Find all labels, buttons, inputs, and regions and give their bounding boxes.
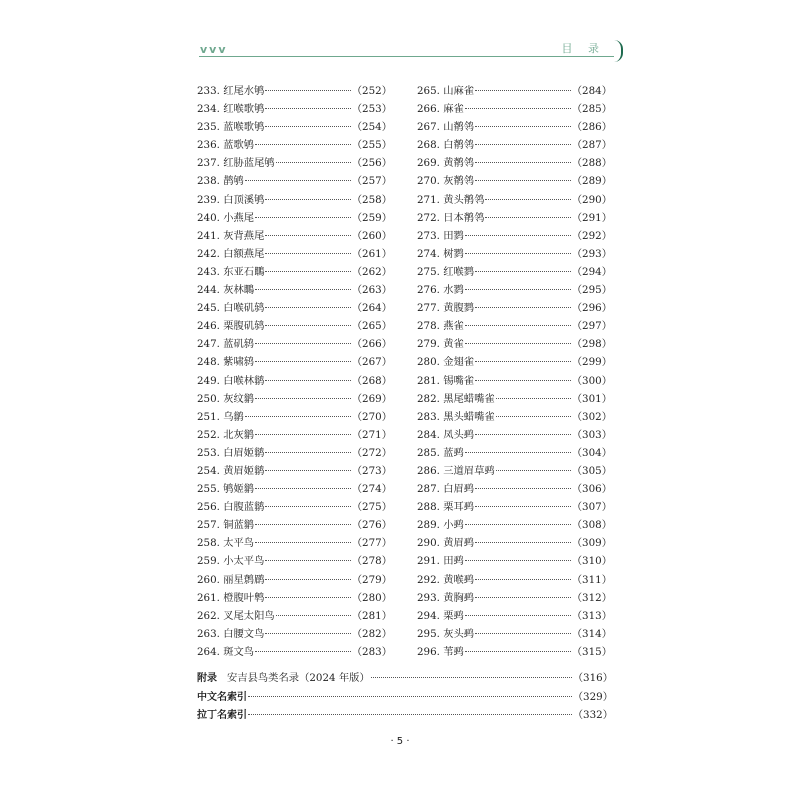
toc-entry[interactable] xyxy=(417,209,612,227)
toc-entry-page: （291） xyxy=(571,211,612,224)
dot-leader xyxy=(465,289,571,290)
toc-entry-page: （300） xyxy=(571,374,612,387)
toc-entry-page: （273） xyxy=(351,464,392,477)
toc-entry-label: 243. 东亚石䳭 xyxy=(197,265,265,278)
toc-entry[interactable] xyxy=(417,643,612,661)
toc-entry-label: 249. 白喉林鹟 xyxy=(197,374,265,387)
toc-entry[interactable] xyxy=(197,245,392,263)
toc-entry-page: （254） xyxy=(351,121,392,134)
toc-entry[interactable] xyxy=(197,462,392,480)
dot-leader xyxy=(475,90,571,91)
toc-entry-label: 295. 灰头鹀 xyxy=(417,627,475,640)
toc-entry-label: 269. 黄鹡鸰 xyxy=(417,157,475,170)
toc-entry[interactable] xyxy=(417,136,612,154)
toc-entry-label: 286. 三道眉草鹀 xyxy=(417,464,495,477)
dot-leader xyxy=(475,162,571,163)
toc-entry[interactable] xyxy=(197,154,392,172)
toc-entry-page: （293） xyxy=(571,247,612,260)
toc-entry-label: 234. 红喉歌鸲 xyxy=(197,103,265,116)
dot-leader xyxy=(248,696,572,697)
toc-entry-page: （256） xyxy=(351,157,392,170)
toc-entry-page: （257） xyxy=(351,175,392,188)
toc-entry-label: 278. 燕雀 xyxy=(417,320,464,333)
toc-entry-page: （268） xyxy=(351,374,392,387)
toc-entry[interactable] xyxy=(197,353,392,371)
dot-leader xyxy=(465,108,571,109)
toc-entry[interactable] xyxy=(197,480,392,498)
toc-entry[interactable] xyxy=(417,263,612,281)
toc-entry-page: （313） xyxy=(571,609,612,622)
dot-leader xyxy=(496,398,571,399)
dot-leader xyxy=(475,361,571,362)
header-rule xyxy=(199,56,614,57)
toc-entry-page: （272） xyxy=(351,446,392,459)
dot-leader xyxy=(475,542,571,543)
toc-entry[interactable] xyxy=(197,118,392,136)
toc-entry-page: （259） xyxy=(351,211,392,224)
toc-entry-page: （264） xyxy=(351,302,392,315)
toc-entry[interactable] xyxy=(197,209,392,227)
toc-entry[interactable] xyxy=(197,426,392,444)
toc-entry-page: （288） xyxy=(571,157,612,170)
toc-entry-label: 252. 北灰鹟 xyxy=(197,428,255,441)
toc-entry[interactable] xyxy=(197,227,392,245)
dot-leader xyxy=(276,162,351,163)
toc-entry[interactable] xyxy=(417,625,612,643)
toc-entry-label: 271. 黄头鹡鸰 xyxy=(417,193,485,206)
toc-entry-page: （258） xyxy=(351,193,392,206)
dot-leader xyxy=(475,144,571,145)
dot-leader xyxy=(465,615,571,616)
toc-entry-label: 239. 白顶溪鸲 xyxy=(197,193,265,206)
toc-entry[interactable] xyxy=(417,317,612,335)
toc-entry[interactable] xyxy=(197,335,392,353)
toc-entry-page: （287） xyxy=(571,139,612,152)
toc-entry-page: （292） xyxy=(571,229,612,242)
toc-entry[interactable] xyxy=(197,372,392,390)
toc-entry-page: （289） xyxy=(571,175,612,188)
toc-entry[interactable] xyxy=(197,299,392,317)
toc-entry-label: 285. 蓝鹀 xyxy=(417,446,464,459)
toc-entry[interactable] xyxy=(197,516,392,534)
dot-leader xyxy=(465,253,571,254)
toc-entry-page: （282） xyxy=(351,627,392,640)
toc-right-column xyxy=(417,82,612,661)
toc-entry-label: 268. 白鹡鸰 xyxy=(417,139,475,152)
toc-entry-label: 275. 红喉鹨 xyxy=(417,265,475,278)
dot-leader xyxy=(465,524,571,525)
toc-entry-page: （290） xyxy=(571,193,612,206)
toc-entry-page: （306） xyxy=(571,483,612,496)
toc-entry[interactable] xyxy=(417,172,612,190)
toc-entry[interactable] xyxy=(197,625,392,643)
toc-entry[interactable] xyxy=(417,480,612,498)
toc-entry[interactable] xyxy=(417,335,612,353)
toc-entry[interactable] xyxy=(197,172,392,190)
toc-entry[interactable] xyxy=(197,444,392,462)
toc-entry-chinese-index[interactable] xyxy=(197,688,613,707)
toc-entry[interactable] xyxy=(417,571,612,589)
toc-entry-page: （304） xyxy=(571,446,612,459)
toc-entry[interactable] xyxy=(417,245,612,263)
toc-entry-label: 291. 田鹀 xyxy=(417,555,464,568)
dot-leader xyxy=(265,108,350,109)
toc-entry-page: （310） xyxy=(571,555,612,568)
toc-entry-label: 256. 白腹蓝鹟 xyxy=(197,501,265,514)
dot-leader xyxy=(465,452,571,453)
toc-entry[interactable] xyxy=(417,516,612,534)
toc-entry-page: （274） xyxy=(351,483,392,496)
toc-entry-page: （255） xyxy=(351,139,392,152)
toc-entry-label: 294. 栗鹀 xyxy=(417,609,464,622)
toc-entry-label: 261. 橙腹叶鹎 xyxy=(197,591,265,604)
toc-entry[interactable] xyxy=(417,498,612,516)
toc-entry-page: （308） xyxy=(571,519,612,532)
toc-entry-page: （315） xyxy=(571,645,612,658)
toc-entry-label: 282. 黑尾蜡嘴雀 xyxy=(417,392,495,405)
toc-entry-page: （283） xyxy=(351,645,392,658)
dot-leader xyxy=(265,470,350,471)
toc-entry[interactable] xyxy=(417,191,612,209)
dot-leader xyxy=(265,597,350,598)
dot-leader xyxy=(255,398,351,399)
dot-leader xyxy=(255,144,351,145)
toc-entry-page: （303） xyxy=(571,428,612,441)
toc-entry[interactable] xyxy=(197,317,392,335)
dot-leader xyxy=(475,180,571,181)
dot-leader xyxy=(475,506,571,507)
dot-leader xyxy=(265,452,350,453)
toc-entry[interactable] xyxy=(197,534,392,552)
toc-entry-page: （261） xyxy=(351,247,392,260)
toc-entry-page: （284） xyxy=(571,85,612,97)
dot-leader xyxy=(265,235,350,236)
toc-entry[interactable] xyxy=(417,299,612,317)
dot-leader xyxy=(465,235,571,236)
toc-entry-page: （302） xyxy=(571,410,612,423)
toc-entry-page: （252） xyxy=(351,85,392,97)
dot-leader xyxy=(265,579,350,580)
dot-leader xyxy=(485,199,570,200)
appendix-page: （316） xyxy=(572,672,613,684)
dot-leader xyxy=(255,542,351,543)
dot-leader xyxy=(475,307,571,308)
chevron-down-icon: v xyxy=(209,43,217,56)
toc-entry[interactable] xyxy=(197,408,392,426)
dot-leader xyxy=(371,677,572,678)
toc-entry-latin-index[interactable] xyxy=(197,706,613,725)
toc-entry-label: 266. 麻雀 xyxy=(417,103,464,116)
chevron-down-icon: v xyxy=(200,43,208,56)
toc-entry[interactable] xyxy=(417,372,612,390)
toc-entry-page: （262） xyxy=(351,265,392,278)
toc-entry-page: （275） xyxy=(351,501,392,514)
toc-entry-page: （277） xyxy=(351,537,392,550)
toc-entry-page: （260） xyxy=(351,229,392,242)
toc-entry-label: 240. 小燕尾 xyxy=(197,211,255,224)
toc-entry-page: （298） xyxy=(571,338,612,351)
toc-entry-label: 290. 黄眉鹀 xyxy=(417,537,475,550)
dot-leader xyxy=(265,633,350,634)
toc-entry-appendix[interactable] xyxy=(197,669,613,688)
toc-entry-page: （295） xyxy=(571,284,612,297)
dot-leader xyxy=(465,651,571,652)
dot-leader xyxy=(265,325,350,326)
dot-leader xyxy=(496,470,571,471)
toc-entry-page: （294） xyxy=(571,265,612,278)
dot-leader xyxy=(475,126,571,127)
dot-leader xyxy=(245,416,351,417)
toc-entry-label: 245. 白喉矶鸫 xyxy=(197,302,265,315)
header-chevrons xyxy=(200,44,226,56)
toc-entry-page: （296） xyxy=(571,302,612,315)
toc-entry-label: 288. 栗耳鹀 xyxy=(417,501,475,514)
toc-entry-page: （297） xyxy=(571,320,612,333)
toc-entry-label: 277. 黄腹鹨 xyxy=(417,302,475,315)
toc-entry-page: （281） xyxy=(351,609,392,622)
toc-entry-label: 254. 黄眉姬鹟 xyxy=(197,464,265,477)
dot-leader xyxy=(255,343,351,344)
toc-entry-page: （271） xyxy=(351,428,392,441)
dot-leader xyxy=(475,434,571,435)
dot-leader xyxy=(276,615,351,616)
toc-entry[interactable] xyxy=(197,571,392,589)
toc-entry[interactable] xyxy=(197,607,392,625)
toc-entry-label: 262. 叉尾太阳鸟 xyxy=(197,609,275,622)
toc-entry-label: 276. 水鹨 xyxy=(417,284,464,297)
dot-leader xyxy=(265,271,350,272)
toc-entry-label: 251. 乌鹟 xyxy=(197,410,244,423)
toc-entry-label: 246. 栗腹矶鸫 xyxy=(197,320,265,333)
toc-entry-label: 260. 丽星鹩鹛 xyxy=(197,573,265,586)
toc-entry-page: （280） xyxy=(351,591,392,604)
page-number: · 5 · xyxy=(390,736,410,747)
toc-entry-page: （276） xyxy=(351,519,392,532)
toc-entry[interactable] xyxy=(417,227,612,245)
toc-entry-label: 244. 灰林䳭 xyxy=(197,284,255,297)
dot-leader xyxy=(248,714,572,715)
toc-entry-label: 233. 红尾水鸲 xyxy=(197,85,265,97)
toc-entry-label: 241. 灰背燕尾 xyxy=(197,229,265,242)
toc-entry[interactable] xyxy=(197,390,392,408)
toc-entry[interactable] xyxy=(417,100,612,118)
dot-leader xyxy=(496,416,571,417)
dot-leader xyxy=(265,90,350,91)
toc-entry-label: 293. 黄胸鹀 xyxy=(417,591,475,604)
toc-entry-label: 270. 灰鹡鸰 xyxy=(417,175,475,188)
toc-entry[interactable] xyxy=(197,552,392,570)
toc-entry-label: 235. 蓝喉歌鸲 xyxy=(197,121,265,134)
toc-entry[interactable] xyxy=(417,552,612,570)
toc-entry-page: （278） xyxy=(351,555,392,568)
toc-entry-page: （269） xyxy=(351,392,392,405)
dot-leader xyxy=(475,597,571,598)
toc-entry-label: 259. 小太平鸟 xyxy=(197,555,265,568)
toc-entry-page: （314） xyxy=(571,627,612,640)
dot-leader xyxy=(265,307,350,308)
toc-entry[interactable] xyxy=(417,154,612,172)
toc-entry-label: 283. 黑头蜡嘴雀 xyxy=(417,410,495,423)
dot-leader xyxy=(255,651,351,652)
toc-entry-label: 292. 黄喉鹀 xyxy=(417,573,475,586)
toc-entry-page: （307） xyxy=(571,501,612,514)
toc-entry[interactable] xyxy=(417,589,612,607)
toc-entry-page: （311） xyxy=(571,573,612,586)
toc-entry-label: 265. 山麻雀 xyxy=(417,85,475,97)
toc-entry[interactable] xyxy=(197,281,392,299)
toc-entry-page: （253） xyxy=(351,103,392,116)
toc-entry-page: （305） xyxy=(571,464,612,477)
toc-entry-label: 238. 鹊鸲 xyxy=(197,175,244,188)
toc-entry[interactable] xyxy=(417,534,612,552)
toc-entry-label: 263. 白腰文鸟 xyxy=(197,627,265,640)
toc-entry-page: （270） xyxy=(351,410,392,423)
toc-entry-label: 258. 太平鸟 xyxy=(197,537,255,550)
toc-entry-label: 248. 紫啸鸫 xyxy=(197,356,255,369)
dot-leader xyxy=(265,126,350,127)
dot-leader xyxy=(475,633,571,634)
toc-entry-label: 237. 红胁蓝尾鸲 xyxy=(197,157,275,170)
chevron-down-icon: v xyxy=(218,43,226,56)
toc-entry-label: 257. 铜蓝鹟 xyxy=(197,519,255,532)
dot-leader xyxy=(465,325,571,326)
appendix-title: 安吉县鸟类名录（2024 年版） xyxy=(227,672,370,684)
toc-entry-label: 287. 白眉鹀 xyxy=(417,483,475,496)
dot-leader xyxy=(255,217,351,218)
toc-entry[interactable] xyxy=(417,462,612,480)
toc-entry-page: （279） xyxy=(351,573,392,586)
toc-entry-label: 274. 树鹨 xyxy=(417,247,464,260)
dot-leader xyxy=(475,380,571,381)
dot-leader xyxy=(265,506,350,507)
toc-entry-label: 281. 锡嘴雀 xyxy=(417,374,475,387)
toc-entry[interactable] xyxy=(417,408,612,426)
toc-entry-page: （309） xyxy=(571,537,612,550)
toc-entry-label: 247. 蓝矶鸫 xyxy=(197,338,255,351)
toc-entry-page: （312） xyxy=(571,591,612,604)
dot-leader xyxy=(265,560,350,561)
latin-index-page: （332） xyxy=(572,709,613,721)
toc-entry-label: 253. 白眉姬鹟 xyxy=(197,446,265,459)
toc-entry-label: 264. 斑文鸟 xyxy=(197,645,255,658)
toc-entry[interactable] xyxy=(197,263,392,281)
dot-leader xyxy=(475,271,571,272)
toc-entry-label: 279. 黄雀 xyxy=(417,338,464,351)
toc-entry-label: 250. 灰纹鹟 xyxy=(197,392,255,405)
toc-left-column xyxy=(197,82,392,661)
toc-entry-page: （263） xyxy=(351,284,392,297)
dot-leader xyxy=(465,343,571,344)
toc-entry-label: 242. 白额燕尾 xyxy=(197,247,265,260)
toc-entry[interactable] xyxy=(197,191,392,209)
toc-entry-page: （285） xyxy=(571,103,612,116)
toc-entry-label: 280. 金翅雀 xyxy=(417,356,475,369)
appendix-section xyxy=(197,669,613,725)
toc-entry[interactable] xyxy=(417,607,612,625)
toc-entry[interactable] xyxy=(417,353,612,371)
toc-entry-page: （286） xyxy=(571,121,612,134)
toc-entry-label: 296. 苇鹀 xyxy=(417,645,464,658)
toc-entry[interactable] xyxy=(197,589,392,607)
latin-index-label: 拉丁名索引 xyxy=(197,710,247,721)
toc-entry[interactable] xyxy=(417,82,612,100)
dot-leader xyxy=(255,361,351,362)
toc-entry[interactable] xyxy=(417,426,612,444)
dot-leader xyxy=(265,199,350,200)
dot-leader xyxy=(255,524,351,525)
chinese-index-page: （329） xyxy=(572,690,613,703)
toc-entry[interactable] xyxy=(197,498,392,516)
toc-entry-label: 272. 日本鹡鸰 xyxy=(417,211,485,224)
toc-entry-label: 284. 凤头鹀 xyxy=(417,428,475,441)
toc-entry-label: 267. 山鹡鸰 xyxy=(417,121,475,134)
toc-entry-page: （301） xyxy=(571,392,612,405)
toc-entry-page: （265） xyxy=(351,320,392,333)
toc-entry-label: 236. 蓝歌鸲 xyxy=(197,139,255,152)
toc-entry[interactable] xyxy=(417,390,612,408)
toc-entry-label: 273. 田鹨 xyxy=(417,229,464,242)
dot-leader xyxy=(255,289,351,290)
toc-entry[interactable] xyxy=(197,100,392,118)
dot-leader xyxy=(245,180,351,181)
header-bracket-ornament xyxy=(614,40,623,62)
toc-entry[interactable] xyxy=(417,444,612,462)
toc-entry-label: 255. 鸲姬鹟 xyxy=(197,483,255,496)
dot-leader xyxy=(485,217,570,218)
toc-entry-page: （267） xyxy=(351,356,392,369)
dot-leader xyxy=(255,434,351,435)
toc-entry[interactable] xyxy=(197,643,392,661)
toc-entry-page: （299） xyxy=(571,356,612,369)
toc-entry-label: 289. 小鹀 xyxy=(417,519,464,532)
page-title: 目 录 xyxy=(561,42,605,55)
dot-leader xyxy=(465,560,571,561)
dot-leader xyxy=(265,253,350,254)
toc-entry[interactable] xyxy=(417,281,612,299)
appendix-label: 附录 xyxy=(197,673,217,684)
dot-leader xyxy=(265,380,350,381)
toc-entry-page: （266） xyxy=(351,338,392,351)
dot-leader xyxy=(475,488,571,489)
chinese-index-label: 中文名索引 xyxy=(197,691,247,703)
dot-leader xyxy=(475,579,571,580)
toc-entry[interactable] xyxy=(417,118,612,136)
dot-leader xyxy=(255,488,351,489)
toc-entry[interactable] xyxy=(197,82,392,100)
toc-entry[interactable] xyxy=(197,136,392,154)
